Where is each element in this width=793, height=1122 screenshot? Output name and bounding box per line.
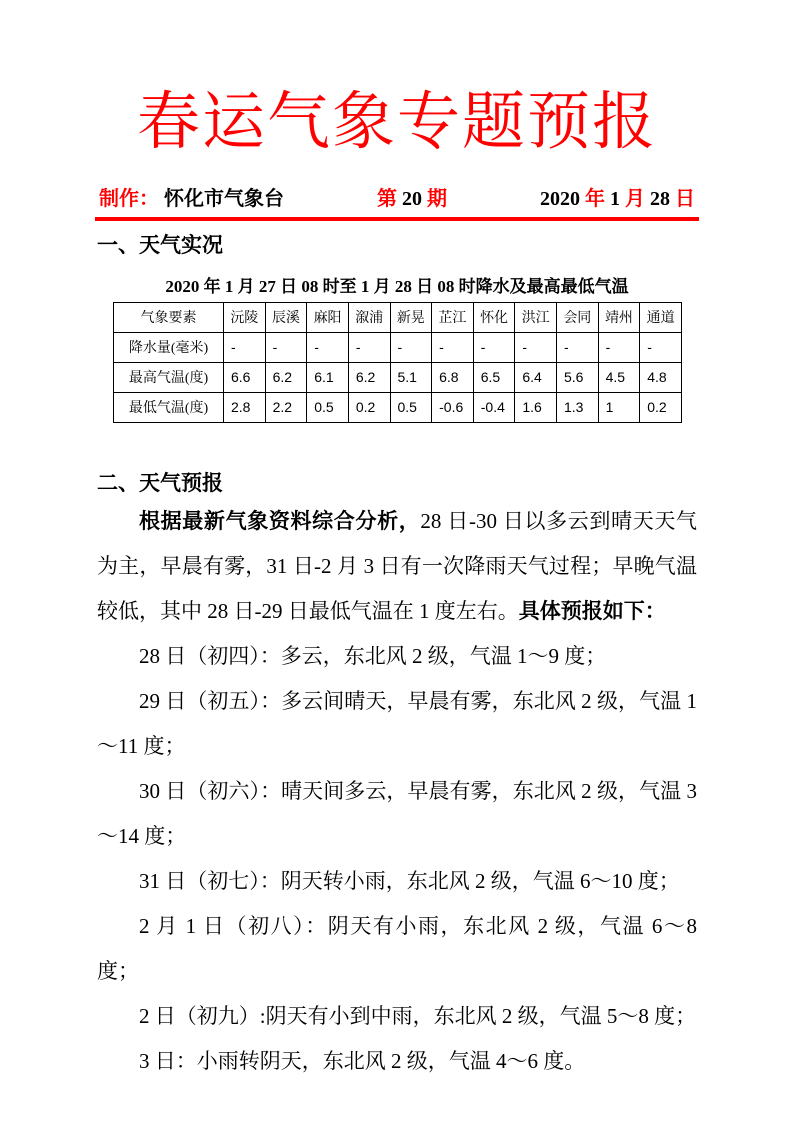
value-cell: 1 <box>598 392 640 422</box>
section2-heading: 二、天气预报 <box>97 470 223 495</box>
value-cell: - <box>348 332 390 362</box>
value-cell: 6.2 <box>265 362 307 392</box>
value-cell: - <box>307 332 349 362</box>
row-label-cell: 降水量(毫米) <box>114 332 224 362</box>
value-cell: 4.8 <box>640 362 682 392</box>
table-header-cell: 会同 <box>557 302 599 332</box>
text-segment: 日 <box>675 188 695 211</box>
forecast-item: 30 日（初六）：晴天间多云，早晨有雾，东北风 2 级，气温 3～14 度； <box>97 779 697 849</box>
issue-number <box>377 182 447 211</box>
table-header-row <box>114 302 682 332</box>
text-segment: 1 <box>610 188 620 211</box>
table-header-cell: 沅陵 <box>224 302 266 332</box>
analysis-tail: 具体预报如下： <box>518 599 666 624</box>
table-header-cell: 芷江 <box>432 302 474 332</box>
value-cell: 2.2 <box>265 392 307 422</box>
value-cell: - <box>473 332 515 362</box>
table-header-cell: 麻阳 <box>307 302 349 332</box>
forecast-section-body <box>97 499 697 1084</box>
weather-table-caption: 2020 年 1 月 27 日 08 时至 1 月 28 日 08 时降水及最高最低气温 <box>165 276 629 296</box>
value-cell: 1.6 <box>515 392 557 422</box>
text-segment: 年 <box>585 188 605 211</box>
value-cell: 0.2 <box>348 392 390 422</box>
issue-date <box>540 182 695 211</box>
table-header-cell: 新晃 <box>390 302 432 332</box>
forecast-item: 28 日（初四）：多云，东北风 2 级，气温 1～9 度； <box>139 644 607 669</box>
forecast-item: 29 日（初五）：多云间晴天，早晨有雾，东北风 2 级，气温 1～11 度； <box>97 689 697 759</box>
value-cell: - <box>557 332 599 362</box>
table-header-cell: 辰溪 <box>265 302 307 332</box>
table-header-cell: 通道 <box>640 302 682 332</box>
text-segment: 期 <box>427 188 447 211</box>
text-segment: 月 <box>625 188 645 211</box>
row-label-cell: 最高气温(度) <box>114 362 224 392</box>
value-cell: 1.3 <box>557 392 599 422</box>
value-cell: 4.5 <box>598 362 640 392</box>
analysis-paragraph <box>97 499 697 634</box>
table-header-cell: 气象要素 <box>114 302 224 332</box>
value-cell: 0.5 <box>307 392 349 422</box>
value-cell: - <box>640 332 682 362</box>
masthead <box>97 182 697 211</box>
value-cell: 0.5 <box>390 392 432 422</box>
value-cell: 6.4 <box>515 362 557 392</box>
masthead-divider <box>95 217 699 221</box>
table-header-cell: 溆浦 <box>348 302 390 332</box>
text-segment: 28 <box>650 188 670 211</box>
value-cell: - <box>265 332 307 362</box>
text-segment: 2020 <box>540 188 580 211</box>
table-header-cell: 靖州 <box>598 302 640 332</box>
table-header-cell: 怀化 <box>473 302 515 332</box>
row-label-cell: 最低气温(度) <box>114 392 224 422</box>
value-cell: 5.6 <box>557 362 599 392</box>
value-cell: - <box>598 332 640 362</box>
value-cell: -0.6 <box>432 392 474 422</box>
table-row <box>114 392 682 422</box>
value-cell: 6.1 <box>307 362 349 392</box>
forecast-item: 31 日（初七）：阴天转小雨，东北风 2 级，气温 6～10 度； <box>139 869 680 894</box>
value-cell: 6.5 <box>473 362 515 392</box>
analysis-lead: 根据最新气象资料综合分析， <box>139 509 421 534</box>
value-cell: - <box>390 332 432 362</box>
value-cell: 6.6 <box>224 362 266 392</box>
text-segment: 怀化市气象台 <box>164 188 284 211</box>
value-cell: 6.2 <box>348 362 390 392</box>
document-title: 春运气象专题预报 <box>137 87 657 157</box>
value-cell: -0.4 <box>473 392 515 422</box>
value-cell: - <box>432 332 474 362</box>
producer <box>99 182 284 211</box>
value-cell: - <box>515 332 557 362</box>
text-segment: 20 <box>402 188 422 211</box>
value-cell: - <box>224 332 266 362</box>
table-header-cell: 洪江 <box>515 302 557 332</box>
text-segment: 制作： <box>99 188 159 211</box>
table-row <box>114 362 682 392</box>
table-row <box>114 332 682 362</box>
text-segment: 第 <box>377 188 397 211</box>
weather-observation-table <box>113 302 682 423</box>
forecast-list <box>97 634 697 1084</box>
forecast-item: 3 日：小雨转阴天，东北风 2 级，气温 4～6 度。 <box>139 1049 586 1074</box>
value-cell: 6.8 <box>432 362 474 392</box>
value-cell: 0.2 <box>640 392 682 422</box>
forecast-item: 2 日（初九）:阴天有小到中雨，东北风 2 级，气温 5～8 度； <box>139 1004 697 1029</box>
analysis-body: 28 日-30 日以多云到晴天天气为主，早晨有雾，31 日-2 月 3 日有一次降雨天气过程；早晚气温较低，其中 28 日-29 日最低气温在 1 度左右。 <box>97 509 698 624</box>
value-cell: 2.8 <box>224 392 266 422</box>
forecast-item: 2 月 1 日（初八）：阴天有小雨，东北风 2 级，气温 6～8 度； <box>97 914 697 984</box>
value-cell: 5.1 <box>390 362 432 392</box>
section1-heading: 一、天气实况 <box>97 233 223 258</box>
